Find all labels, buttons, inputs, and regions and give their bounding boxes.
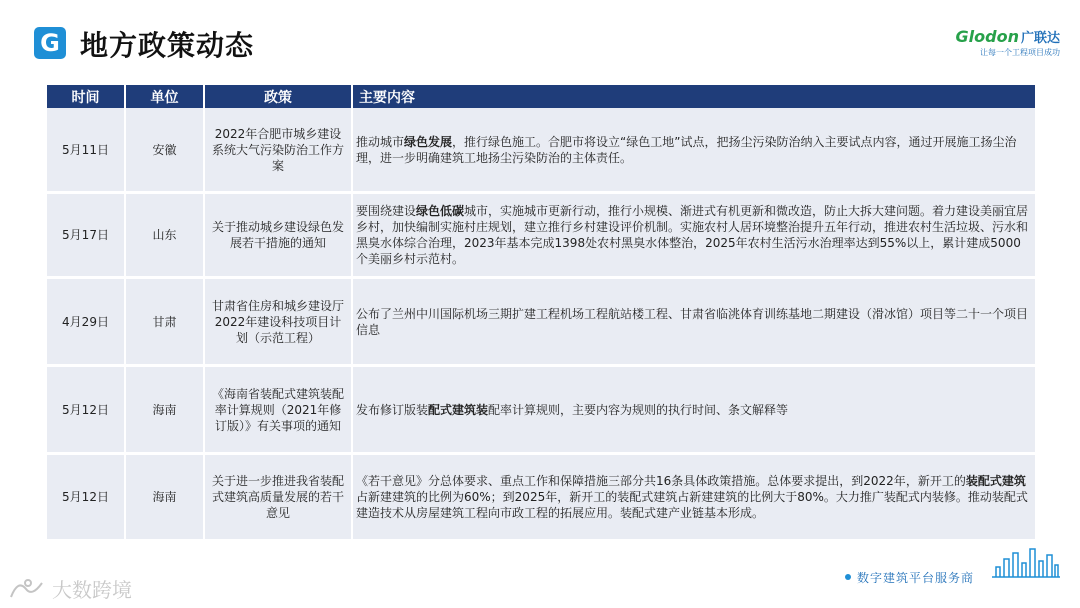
footer-tagline: 数字建筑平台服务商 — [857, 571, 975, 585]
cell-policy: 《海南省装配式建筑装配率计算规则（2021年修订版）》有关事项的通知 — [205, 367, 353, 455]
column-header-policy: 政策 — [205, 85, 353, 108]
content-text: 要围绕建设 — [356, 204, 417, 218]
content-highlight: 装配式建筑 — [965, 474, 1026, 488]
cell-policy: 甘肃省住房和城乡建设厅2022年建设科技项目计划（示范工程） — [205, 279, 353, 367]
watermark-logo-icon — [8, 577, 46, 601]
policy-table — [47, 85, 1035, 542]
content-text: 公布了兰州中川国际机场三期扩建工程机场工程航站楼工程、甘肃省临洮体育训练基地二期建设（滑冰馆）项目等二十一个项目信息 — [356, 306, 1029, 337]
content-text: ，推行绿色施工。合肥市将设立“绿色工地”试点，把扬尘污染防治纳入主要试点内容，通过开展施工扬尘治理，进一步明确建筑工地扬尘污染防治的主体责任。 — [356, 134, 1017, 165]
cell-content — [353, 279, 1035, 367]
brand-logo — [890, 27, 1060, 58]
cell-content — [353, 367, 1035, 455]
table-header-row — [47, 85, 1035, 108]
cell-policy: 关于推动城乡建设绿色发展若干措施的通知 — [205, 194, 353, 279]
cell-unit: 海南 — [126, 367, 205, 455]
brand-name-en: Glodon — [955, 27, 1019, 46]
cell-content — [353, 455, 1035, 542]
cell-unit: 山东 — [126, 194, 205, 279]
content-text: 配率计算规则，主要内容为规则的执行时间、条文解释等 — [488, 402, 789, 417]
content-highlight: 绿色发展 — [404, 134, 453, 149]
cell-content — [353, 194, 1035, 279]
table-row — [47, 279, 1035, 367]
cell-time: 5月12日 — [47, 367, 126, 455]
content-text: 发布修订版装 — [356, 402, 429, 417]
cell-unit: 海南 — [126, 455, 205, 542]
table-row — [47, 108, 1035, 194]
cell-time: 5月12日 — [47, 455, 126, 542]
column-header-time: 时间 — [47, 85, 126, 108]
column-header-unit: 单位 — [126, 85, 205, 108]
watermark-text: 大数跨境 — [52, 578, 132, 602]
content-text: 推动城市 — [356, 134, 405, 149]
cell-time: 5月11日 — [47, 108, 126, 194]
content-text: 城市，实施城市更新行动，推行小规模、渐进式有机更新和微改造，防止大拆大建问题。着力建设美丽宜居乡村，加快编制实施村庄规划，建立推行乡村建设评价机制。实施农村人居环境整治提升五年行动，推进农村生活垃圾、污水和黑臭水体综合治理，2023年基本完成1398处农村黑臭水体整治，2025年农村生活污水治理率达到55%以上，累计建成5000个美丽乡村示范村。 — [356, 204, 1029, 266]
brand-name — [890, 27, 1060, 46]
watermark — [8, 574, 132, 603]
cell-policy: 关于进一步推进我省装配式建筑高质量发展的若干意见 — [205, 455, 353, 542]
page-title: 地方政策动态 — [80, 29, 255, 62]
city-skyline-icon — [990, 545, 1062, 581]
column-header-content: 主要内容 — [353, 85, 1035, 108]
cell-unit: 甘肃 — [126, 279, 205, 367]
cell-time: 4月29日 — [47, 279, 126, 367]
table-row — [47, 194, 1035, 279]
cell-content — [353, 108, 1035, 194]
footer-dot-icon — [845, 574, 851, 580]
content-text: 《若干意见》分总体要求、重点工作和保障措施三部分共16条具体政策措施。总体要求提出，到2022年，新开工的 — [356, 474, 966, 488]
content-highlight: 配式建筑装 — [428, 402, 489, 417]
brand-name-cn: 广联达 — [1020, 31, 1060, 46]
brand-slogan: 让每一个工程项目成功 — [980, 48, 1060, 57]
cell-unit: 安徽 — [126, 108, 205, 194]
cell-time: 5月17日 — [47, 194, 126, 279]
content-highlight: 绿色低碳 — [416, 204, 465, 218]
glodon-logo-icon: G — [34, 27, 66, 59]
content-text: 占新建建筑的比例为60%；到2025年，新开工的装配式建筑占新建建筑的比例大于80%。大力推广装配式内装修。推动装配式建造技术从房屋建筑工程向市政工程的拓展应用。装配式建产业链基本形成。 — [356, 490, 1028, 520]
table-row — [47, 455, 1035, 542]
table-row — [47, 367, 1035, 455]
cell-policy: 2022年合肥市城乡建设系统大气污染防治工作方案 — [205, 108, 353, 194]
